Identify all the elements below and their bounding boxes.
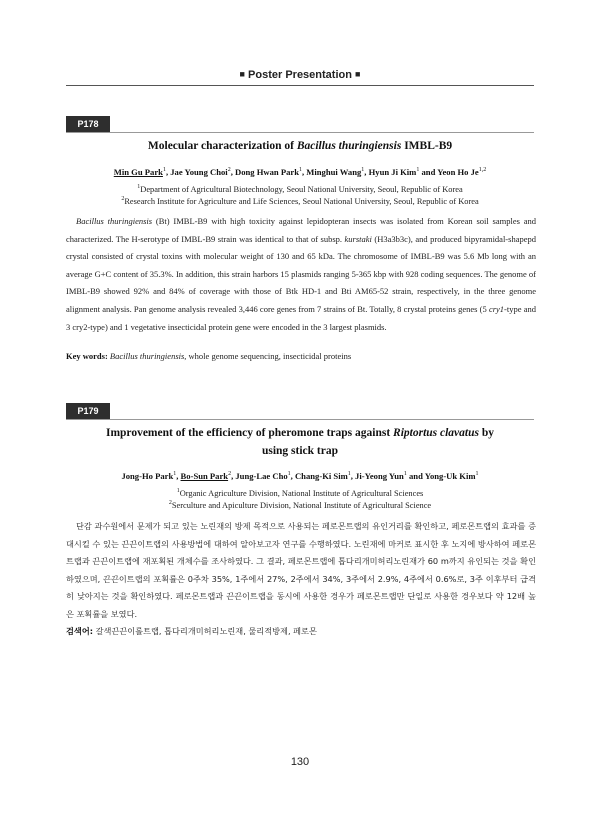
poster-badge-p179: P179 <box>66 403 110 420</box>
author-list-p179: Jong-Ho Park$^1$, Bo-Sun Park$^2$, Jung-Lae Cho$^1$, Chang-Ki Sim$^1$, Ji-Yeong Yun$^1$ and Yong-Uk Kim$^1$ <box>121 470 479 481</box>
author-name: Jae Young Choi <box>170 166 228 177</box>
author <box>425 471 479 481</box>
header-label: Poster Presentation <box>248 69 352 81</box>
author-affiliation-marker: 1 <box>173 471 177 477</box>
header-square-right: ■ <box>355 69 361 79</box>
author-affiliation-marker: 1 <box>287 471 291 477</box>
keywords-p179 <box>66 624 536 638</box>
abstract-subspecies: kurstaki <box>344 233 372 244</box>
abstract-p178 <box>66 213 536 336</box>
author-affiliation-marker: 1 <box>475 471 479 477</box>
keywords-label: Key words: <box>66 351 108 361</box>
author-affiliation-marker: 1,2 <box>478 167 487 173</box>
title-text: IMBL-B9 <box>401 140 453 152</box>
title-text: Molecular characterization of <box>147 140 297 152</box>
affiliation-marker: 1 <box>176 488 180 494</box>
affiliation-2-p178 <box>66 193 534 208</box>
affiliation-text: Serculture and Apiculture Division, National Institute of Agricultural Science <box>171 500 432 510</box>
author-affiliation-marker: 1 <box>416 167 420 173</box>
header-rule <box>66 85 534 86</box>
affiliation-text: Department of Agricultural Biotechnology, Seoul National University, Seoul, Republic of Korea <box>140 184 463 194</box>
author <box>369 167 420 177</box>
author <box>181 471 232 481</box>
abstract-species: Bacillus thuringiensis <box>76 216 153 226</box>
author <box>235 167 302 177</box>
author <box>170 167 230 177</box>
section-header <box>66 64 534 86</box>
author-name: Jung-Lae Cho <box>235 470 288 481</box>
title-species: Riptortus clavatus <box>393 427 479 439</box>
abstract-text: -type and 3 cry2-type) and 1 vegetative insecticidal protein gene were encoded in the 3 largest plasmids. <box>66 303 536 332</box>
paper-title-p178 <box>66 137 534 155</box>
affiliation-text: Research Institute for Agriculture and Life Sciences, Seoul National University, Seoul, Republic of Korea <box>124 196 479 206</box>
abstract-paragraph <box>66 213 536 336</box>
author-name: Hyun Ji Kim <box>368 166 417 177</box>
title-species: Bacillus thuringiensis <box>296 140 402 152</box>
author <box>121 471 176 481</box>
title-text: Improvement of the efficiency of pheromone traps against <box>105 427 394 439</box>
author-affiliation-marker: 1 <box>162 167 166 173</box>
affiliation-marker: 2 <box>121 196 125 202</box>
affiliation-2-p179 <box>66 497 534 512</box>
page-number: 130 <box>290 756 310 768</box>
title-line-2: using stick trap <box>261 445 339 457</box>
title-line-1 <box>66 424 534 442</box>
author <box>437 167 486 177</box>
author <box>295 471 351 481</box>
author <box>235 471 290 481</box>
author-name: Chang-Ki Sim <box>294 470 348 481</box>
author-name: Jong-Ho Park <box>121 470 174 481</box>
author-affiliation-marker: 1 <box>361 167 365 173</box>
abstract-p179 <box>66 518 536 624</box>
section-rule-p178 <box>66 132 534 133</box>
author-name: Yong-Uk Kim <box>424 470 476 481</box>
affiliation-marker: 2 <box>168 500 172 506</box>
author-affiliation-marker: 2 <box>227 167 231 173</box>
author-name: Dong Hwan Park <box>235 166 299 177</box>
author-name: Min Gu Park <box>113 166 163 177</box>
abstract-paragraph: 단감 과수원에서 문제가 되고 있는 노린재의 방제 목적으로 사용되는 페로몬트랩의 유인거리를 확인하고, 페로몬트랩의 효과를 증대시킬 수 있는 끈끈이트랩의 사용방법에 대하여 알아보고자 연구를 수행하였다. 노린재에 마커로 표시한 후 노지에 방사하여 페로몬트랩과 끈끈이트랩에 재포획된 개체수를 조사하였다. 그 결과, 페로몬트랩에 톱다리개미허리노린재가 60 m까지 유인되는 것을 확인하였으며, 끈끈이트랩의 포획률은 0주차 35%, 1주에서 27%, 2주에서 34%, 3주에서 2.9%, 4주에서 0.6%로, 3주 이후부터 급격히 낮아지는 것을 확인하였다. 페로몬트랩과 끈끈이트랩을 동시에 사용한 경우가 페로몬트랩만 단일로 사용한 경우보다 약 12배 높은 포획률을 보였다. <box>66 521 536 619</box>
abstract-text: (Bt) IMBL-B9 with high toxicity against lepidopteran insects was isolated from Korean soil samples and characterized. The H-serotype of IMBL-B9 strain was identical to that of subsp. <box>66 216 537 244</box>
affiliation-marker: 1 <box>137 184 141 190</box>
author-name: Ji-Yeong Yun <box>355 470 404 481</box>
author-name: Minghui Wang <box>306 166 362 177</box>
abstract-text: (H3a3b3c), and produced bipyramidal-shapepd crystal consisted of crystal toxins with molecular weight of 130 and 65 kDa. The chromosome of IMBL-B9 was 5.6 Mb long with an average G+C content of 35.3%. In addition, this strain harbors 15 plasmids ranging 5-365 kbp with 928 coding sequences. The genome of IMBL-B9 showed 92% and 84% of coverage with those of Btk HD-1 and Bti AM65-52 strain, respectively, in the three genome alignment analysis. Pan genome analysis revealed 3,446 core genes from 7 strains of Bt. Totally, 8 crystal proteins genes (5 <box>66 233 536 314</box>
keywords-label: 검색어: <box>66 626 94 636</box>
author <box>306 167 364 177</box>
author-affiliation-marker: 1 <box>298 167 302 173</box>
author <box>114 167 166 177</box>
author-affiliation-marker: 2 <box>228 471 232 477</box>
author-affiliation-marker: 1 <box>347 471 351 477</box>
keywords-p178 <box>66 349 536 363</box>
keywords-text: , whole genome sequencing, insecticidal proteins <box>184 351 352 361</box>
author <box>355 471 407 481</box>
header-square-left: ■ <box>239 69 245 79</box>
title-text: by <box>478 427 495 439</box>
keywords-text: 갈색끈끈이롤트랩, 톱다리개미허리노린재, 물리적방제, 페로몬 <box>95 626 317 636</box>
affiliation-text: Organic Agriculture Division, National Institute of Agricultural Sciences <box>179 488 424 498</box>
author-name: Bo-Sun Park <box>180 470 229 481</box>
section-rule-p179 <box>66 419 534 420</box>
keyword-species: Bacillus thuringiensis <box>109 351 185 361</box>
author-list-p178: Min Gu Park$^1$, Jae Young Choi$^2$, Dong Hwan Park$^1$, Minghui Wang$^1$, Hyun Ji Kim$^1$ and Yeon Ho Je$^{1,2}$ <box>113 166 487 177</box>
paper-title-p179 <box>66 424 534 460</box>
author-name: Yeon Ho Je <box>437 166 479 177</box>
author-affiliation-marker: 1 <box>403 471 407 477</box>
abstract-gene: cry1 <box>488 303 505 314</box>
poster-badge-p178: P178 <box>66 116 110 133</box>
